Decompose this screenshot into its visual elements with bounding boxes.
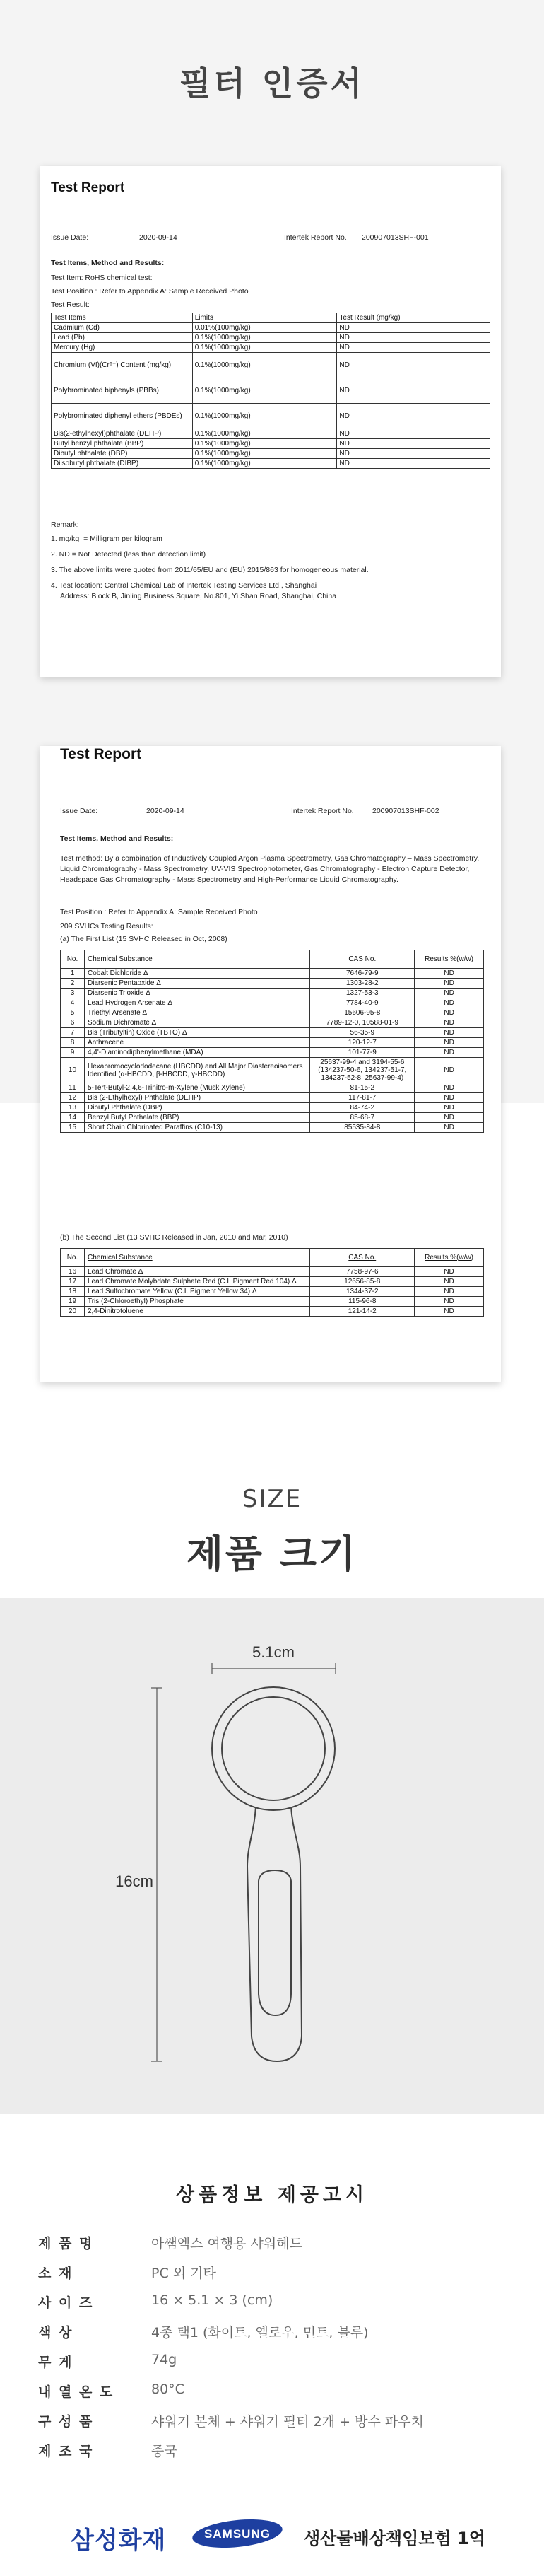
cell: 120-12-7	[310, 1038, 415, 1048]
table-row	[61, 1103, 484, 1113]
table-row	[52, 429, 490, 439]
test-report-2	[40, 746, 501, 1382]
cell: 7758-97-6	[310, 1267, 415, 1277]
table-row	[52, 343, 490, 353]
cell: 0.1%(1000mg/kg)	[192, 333, 337, 343]
cell: 14	[61, 1113, 85, 1123]
table-row	[52, 378, 490, 404]
product-info-title: 상품정보 제공고시	[175, 2184, 369, 2206]
cell: 85-68-7	[310, 1113, 415, 1123]
shower-head-drawing	[0, 1598, 544, 2114]
report-title: Test Report	[60, 746, 142, 762]
cell: 10	[61, 1058, 85, 1083]
cell: ND	[337, 343, 490, 353]
report-no-label: Intertek Report No.	[284, 233, 347, 242]
cell: ND	[337, 439, 490, 449]
cell: Dibutyl Phthalate (DBP)	[84, 1103, 309, 1113]
cell: ND	[337, 323, 490, 333]
cell: ND	[337, 404, 490, 429]
cell: Lead Chromate Molybdate Sulphate Red (C.I. Pigment Red 104) Δ	[84, 1277, 309, 1287]
remark-item: 1. mg/kg = Milligram per kilogram	[51, 535, 162, 543]
column-header: Test Items	[52, 313, 193, 323]
cell: 121-14-2	[310, 1307, 415, 1317]
info-value: 중국	[151, 2444, 177, 2459]
column-header: Chemical Substance	[84, 950, 309, 969]
cell: Polybrominated biphenyls (PBBs)	[52, 378, 193, 404]
cell: 4	[61, 998, 85, 1008]
column-header: Test Result (mg/kg)	[337, 313, 490, 323]
report-no-label: Intertek Report No.	[291, 807, 354, 815]
column-header: No.	[61, 1249, 85, 1267]
cell: 0.1%(1000mg/kg)	[192, 449, 337, 459]
cell: ND	[415, 989, 484, 998]
report-no: 200907013SHF-002	[372, 807, 439, 815]
report-no: 200907013SHF-001	[362, 233, 429, 242]
cell: ND	[415, 1093, 484, 1103]
table-row	[61, 1048, 484, 1058]
cell: 7	[61, 1028, 85, 1038]
cell: ND	[337, 353, 490, 378]
cell: Cobalt Dichloride Δ	[84, 969, 309, 979]
cell: 117-81-7	[310, 1093, 415, 1103]
cell: ND	[415, 1113, 484, 1123]
table-row	[52, 353, 490, 378]
cell: Lead Chromate Δ	[84, 1267, 309, 1277]
cell: 17	[61, 1277, 85, 1287]
cell: ND	[415, 979, 484, 989]
cell: 0.1%(1000mg/kg)	[192, 404, 337, 429]
test-items-heading: Test Items, Method and Results:	[51, 259, 165, 267]
table-row	[52, 323, 490, 333]
cell: ND	[415, 1058, 484, 1083]
cell: ND	[337, 378, 490, 404]
size-diagram	[0, 1598, 544, 2114]
issue-date-label: Issue Date:	[51, 233, 89, 242]
cell: 7789-12-0, 10588-01-9	[310, 1018, 415, 1028]
cell: Tris (2-Chloroethyl) Phosphate	[84, 1297, 309, 1307]
table-row	[61, 989, 484, 998]
issue-date: 2020-09-14	[146, 807, 184, 815]
cell: ND	[415, 1277, 484, 1287]
remark-item: Address: Block B, Jinling Business Square, No.801, Yi Shan Road, Shanghai, China	[60, 592, 337, 600]
cell: ND	[337, 459, 490, 469]
cell: 0.1%(1000mg/kg)	[192, 378, 337, 404]
cell: 0.1%(1000mg/kg)	[192, 343, 337, 353]
info-key: 색 상	[38, 2325, 73, 2341]
shower-head-outline	[212, 1687, 335, 2061]
cell: ND	[337, 449, 490, 459]
remark-item: 3. The above limits were quoted from 2011/65/EU and (EU) 2015/863 for homogeneous material.	[51, 566, 369, 574]
table-row	[61, 1277, 484, 1287]
cell: Diisobutyl phthalate (DIBP)	[52, 459, 193, 469]
test-report-1	[40, 166, 501, 677]
height-label: 16cm	[115, 1872, 153, 1890]
cell: 0.1%(1000mg/kg)	[192, 459, 337, 469]
table-row	[52, 439, 490, 449]
test-position: Test Position : Refer to Appendix A: Sample Received Photo	[51, 287, 249, 296]
table-row	[52, 404, 490, 429]
cell: ND	[415, 1123, 484, 1133]
cell: Mercury (Hg)	[52, 343, 193, 353]
test-items-heading: Test Items, Method and Results:	[60, 834, 174, 843]
test-method: Test method: By a combination of Inductively Coupled Argon Plasma Spectrometry, Gas Chromatography – Mass Spectrometry, Liquid Chromatography - Mass Spectrometry, UV-VIS Spectrophotometer, Gas Chromatography - Electron Capture Detector, Headspace Gas Chromatography - Mass Spectrometry and High-Performance Liquid Chromatography.	[60, 854, 480, 884]
certificate-title: 필터 인증서	[179, 64, 365, 103]
info-key: 사 이 즈	[38, 2295, 94, 2311]
info-value: 4종 택1 (화이트, 옐로우, 민트, 블루)	[151, 2325, 369, 2341]
cell: ND	[415, 1018, 484, 1028]
info-value: 아쌤엑스 여행용 샤워헤드	[151, 2236, 302, 2251]
cell: 15	[61, 1123, 85, 1133]
column-header: Results %(w/w)	[415, 950, 484, 969]
info-key: 무 게	[38, 2355, 73, 2370]
info-value: 80°C	[151, 2382, 184, 2397]
cell: 5	[61, 1008, 85, 1018]
report-title: Test Report	[51, 180, 125, 195]
table-row	[61, 1018, 484, 1028]
table-row	[61, 1083, 484, 1093]
cell: 19	[61, 1297, 85, 1307]
cell: 12656-85-8	[310, 1277, 415, 1287]
svhc-table-a	[60, 950, 484, 1133]
table-row	[61, 1058, 484, 1083]
cell: 4,4'-Diaminodiphenylmethane (MDA)	[84, 1048, 309, 1058]
cell: 1303-28-2	[310, 979, 415, 989]
test-position: Test Position : Refer to Appendix A: Sample Received Photo	[60, 908, 258, 916]
cell: 18	[61, 1287, 85, 1297]
info-value: 16 × 5.1 × 3 (cm)	[151, 2292, 273, 2308]
table-row	[61, 1307, 484, 1317]
cell: 56-35-9	[310, 1028, 415, 1038]
size-title-en: SIZE	[242, 1485, 302, 1513]
cell: 9	[61, 1048, 85, 1058]
info-value: 74g	[151, 2352, 177, 2367]
cell: ND	[415, 1287, 484, 1297]
cell: ND	[337, 333, 490, 343]
table-row	[61, 1038, 484, 1048]
cell: ND	[415, 1307, 484, 1317]
cell: Bis (2-Ethylhexyl) Phthalate (DEHP)	[84, 1093, 309, 1103]
cell: 25637-99-4 and 3194-55-6 (134237-50-6, 134237-51-7, 134237-52-8, 25637-99-4)	[310, 1058, 415, 1083]
cell: 0.1%(1000mg/kg)	[192, 353, 337, 378]
cell: Lead (Pb)	[52, 333, 193, 343]
info-key: 제 조 국	[38, 2444, 94, 2459]
cell: 81-15-2	[310, 1083, 415, 1093]
table-header-row	[52, 313, 490, 323]
cell: 7784-40-9	[310, 998, 415, 1008]
cell: Lead Sulfochromate Yellow (C.I. Pigment Yellow 34) Δ	[84, 1287, 309, 1297]
cell: 84-74-2	[310, 1103, 415, 1113]
cell: 16	[61, 1267, 85, 1277]
table-row	[61, 1028, 484, 1038]
cell: Benzyl Butyl Phthalate (BBP)	[84, 1113, 309, 1123]
cell: 7646-79-9	[310, 969, 415, 979]
samsung-logo-text: SAMSUNG	[204, 2527, 271, 2541]
cell: Bis(2-ethylhexyl)phthalate (DEHP)	[52, 429, 193, 439]
cell: 2,4-Dinitrotoluene	[84, 1307, 309, 1317]
table-row	[52, 333, 490, 343]
cell: 0.01%(100mg/kg)	[192, 323, 337, 333]
list-b-heading: (b) The Second List (13 SVHC Released in Jan, 2010 and Mar, 2010)	[60, 1233, 288, 1242]
cell: 101-77-9	[310, 1048, 415, 1058]
samsung-fire-logo: 삼성화재	[71, 2527, 167, 2555]
insurance-banner	[0, 2514, 544, 2556]
cell: Bis (Tributyltin) Oxide (TBTO) Δ	[84, 1028, 309, 1038]
cell: 115-96-8	[310, 1297, 415, 1307]
column-header: CAS No.	[310, 950, 415, 969]
test-result-label: Test Result:	[51, 301, 90, 309]
remark-item: 2. ND = Not Detected (less than detection limit)	[51, 550, 206, 559]
cell: ND	[415, 1048, 484, 1058]
cell: Triethyl Arsenate Δ	[84, 1008, 309, 1018]
cell: 3	[61, 989, 85, 998]
table-header-row	[61, 950, 484, 969]
cell: Chromium (VI)(Cr⁶⁺) Content (mg/kg)	[52, 353, 193, 378]
cell: ND	[337, 429, 490, 439]
info-value: 샤워기 본체 + 샤워기 필터 2개 + 방수 파우치	[151, 2414, 424, 2430]
table-row	[61, 1297, 484, 1307]
cell: Short Chain Chlorinated Paraffins (C10-13)	[84, 1123, 309, 1133]
table-row	[61, 1267, 484, 1277]
cell: Anthracene	[84, 1038, 309, 1048]
cell: 1327-53-3	[310, 989, 415, 998]
cell: 0.1%(1000mg/kg)	[192, 439, 337, 449]
cell: ND	[415, 1008, 484, 1018]
table-row	[61, 1008, 484, 1018]
table-row	[52, 459, 490, 469]
table-row	[61, 979, 484, 989]
cell: Lead Hydrogen Arsenate Δ	[84, 998, 309, 1008]
column-header: Results %(w/w)	[415, 1249, 484, 1267]
info-value: PC 외 기타	[151, 2266, 216, 2281]
liability-insurance-text: 생산물배상책임보험 1억	[304, 2529, 485, 2548]
remark-label: Remark:	[51, 520, 79, 529]
test-item: Test Item: RoHS chemical test:	[51, 274, 153, 282]
cell: 8	[61, 1038, 85, 1048]
info-key: 내 열 온 도	[38, 2384, 114, 2400]
cell: 2	[61, 979, 85, 989]
column-header: Chemical Substance	[84, 1249, 309, 1267]
table-row	[61, 969, 484, 979]
remark-item: 4. Test location: Central Chemical Lab of Intertek Testing Services Ltd., Shanghai	[51, 581, 317, 590]
cell: ND	[415, 998, 484, 1008]
table-row	[61, 1093, 484, 1103]
cell: Cadmium (Cd)	[52, 323, 193, 333]
issue-date: 2020-09-14	[139, 233, 177, 242]
width-label: 5.1cm	[252, 1643, 295, 1661]
svhc-table-b	[60, 1248, 484, 1317]
rohs-table	[51, 313, 490, 469]
cell: ND	[415, 1038, 484, 1048]
table-header-row	[61, 1249, 484, 1267]
table-row	[61, 1123, 484, 1133]
table-row	[61, 998, 484, 1008]
cell: 15606-95-8	[310, 1008, 415, 1018]
cell: ND	[415, 1297, 484, 1307]
size-title-ko: 제품 크기	[186, 1532, 358, 1576]
cell: ND	[415, 1267, 484, 1277]
cell: 85535-84-8	[310, 1123, 415, 1133]
info-key: 구 성 품	[38, 2414, 94, 2430]
info-key: 소 재	[38, 2266, 73, 2281]
table-row	[61, 1287, 484, 1297]
cell: ND	[415, 1103, 484, 1113]
samsung-logo	[191, 2518, 284, 2549]
cell: 1344-37-2	[310, 1287, 415, 1297]
column-header: CAS No.	[310, 1249, 415, 1267]
cell: ND	[415, 1083, 484, 1093]
cell: ND	[415, 969, 484, 979]
list-a-heading: (a) The First List (15 SVHC Released in Oct, 2008)	[60, 935, 227, 943]
cell: Diarsenic Pentaoxide Δ	[84, 979, 309, 989]
column-header: Limits	[192, 313, 337, 323]
cell: Dibutyl phthalate (DBP)	[52, 449, 193, 459]
column-header: No.	[61, 950, 85, 969]
cell: 20	[61, 1307, 85, 1317]
cell: Hexabromocyclododecane (HBCDD) and All Major Diastereoisomers Identified (α-HBCDD, β-HBCDD, γ-HBCDD)	[84, 1058, 309, 1083]
issue-date-label: Issue Date:	[60, 807, 98, 815]
cell: 0.1%(1000mg/kg)	[192, 429, 337, 439]
cell: ND	[415, 1028, 484, 1038]
cell: 6	[61, 1018, 85, 1028]
cell: 1	[61, 969, 85, 979]
cell: 12	[61, 1093, 85, 1103]
info-key: 제 품 명	[38, 2236, 94, 2251]
cell: Butyl benzyl phthalate (BBP)	[52, 439, 193, 449]
cell: Sodium Dichromate Δ	[84, 1018, 309, 1028]
cell: 13	[61, 1103, 85, 1113]
svhc-count: 209 SVHCs Testing Results:	[60, 922, 153, 931]
cell: Diarsenic Trioxide Δ	[84, 989, 309, 998]
table-row	[61, 1113, 484, 1123]
cell: 5-Tert-Butyl-2,4,6-Trinitro-m-Xylene (Musk Xylene)	[84, 1083, 309, 1093]
cell: Polybrominated diphenyl ethers (PBDEs)	[52, 404, 193, 429]
cell: 11	[61, 1083, 85, 1093]
table-row	[52, 449, 490, 459]
